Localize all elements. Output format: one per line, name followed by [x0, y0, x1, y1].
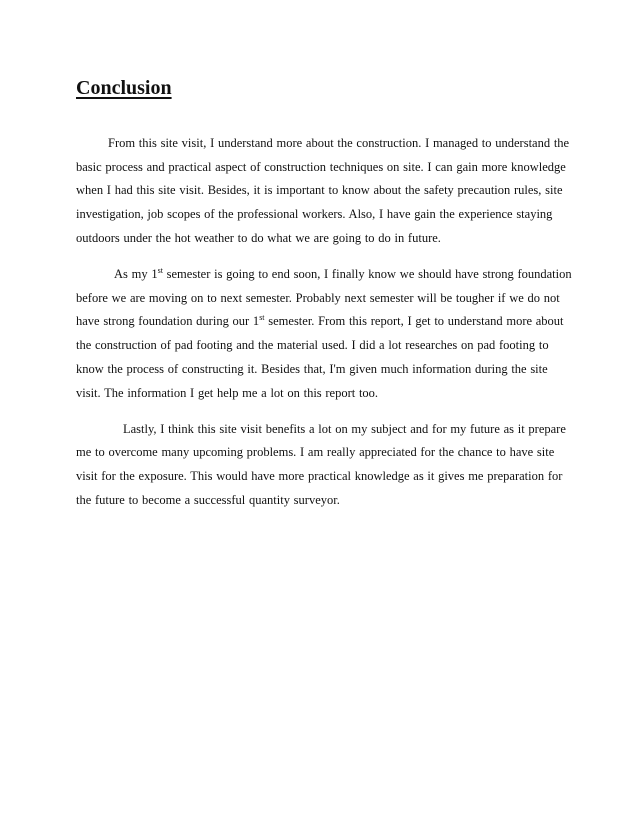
- paragraph-line: me to overcome many upcoming problems. I am really appreciated for the chance to have site: [76, 445, 555, 460]
- paragraph-line: basic process and practical aspect of construction techniques on site. I can gain more knowledge: [76, 159, 566, 174]
- paragraph-line: investigation, job scopes of the professional workers. Also, I have gain the experience staying: [76, 207, 553, 222]
- paragraph-1: [76, 132, 570, 251]
- paragraph-line: before we are moving on to next semester. Probably next semester will be tougher if we do not: [76, 290, 560, 305]
- paragraph-line: the future to become a successful quantity surveyor.: [76, 492, 340, 507]
- line-text: have strong foundation during our 1: [76, 314, 260, 329]
- paragraph-line: From this site visit, I understand more about the construction. I managed to understand the: [108, 136, 570, 150]
- line-text: semester is going to end soon, I finally know we should have strong foundation: [162, 267, 572, 282]
- paragraph-3: [76, 418, 566, 513]
- paragraph-line: know the process of constructing it. Besides that, I'm given much information during the site: [76, 361, 548, 376]
- body-text: [76, 132, 572, 525]
- paragraph-line: when I had this site visit. Besides, it is important to know about the safety precaution rules, site: [76, 183, 563, 198]
- line-text: semester. From this report, I get to understand more about: [264, 314, 564, 329]
- paragraph-line: [76, 263, 572, 287]
- line-text: As my 1: [114, 267, 158, 282]
- paragraph-line: [76, 310, 566, 334]
- paragraph-line: visit. The information I get help me a lot on this report too.: [76, 385, 379, 400]
- ordinal-suffix: st: [157, 266, 163, 276]
- page-title: Conclusion: [76, 77, 172, 99]
- paragraph-line: visit for the exposure. This would have more practical knowledge as it gives me preparation for: [76, 469, 563, 484]
- paragraph-line: Lastly, I think this site visit benefits a lot on my subject and for my future as it prepare: [123, 421, 566, 436]
- paragraph-line: the construction of pad footing and the material used. I did a lot researches on pad footing to: [76, 338, 549, 353]
- paragraph-line: outdoors under the hot weather to do what we are going to do in future.: [76, 230, 441, 245]
- ordinal-suffix: st: [259, 313, 265, 323]
- paragraph-2: [76, 263, 572, 405]
